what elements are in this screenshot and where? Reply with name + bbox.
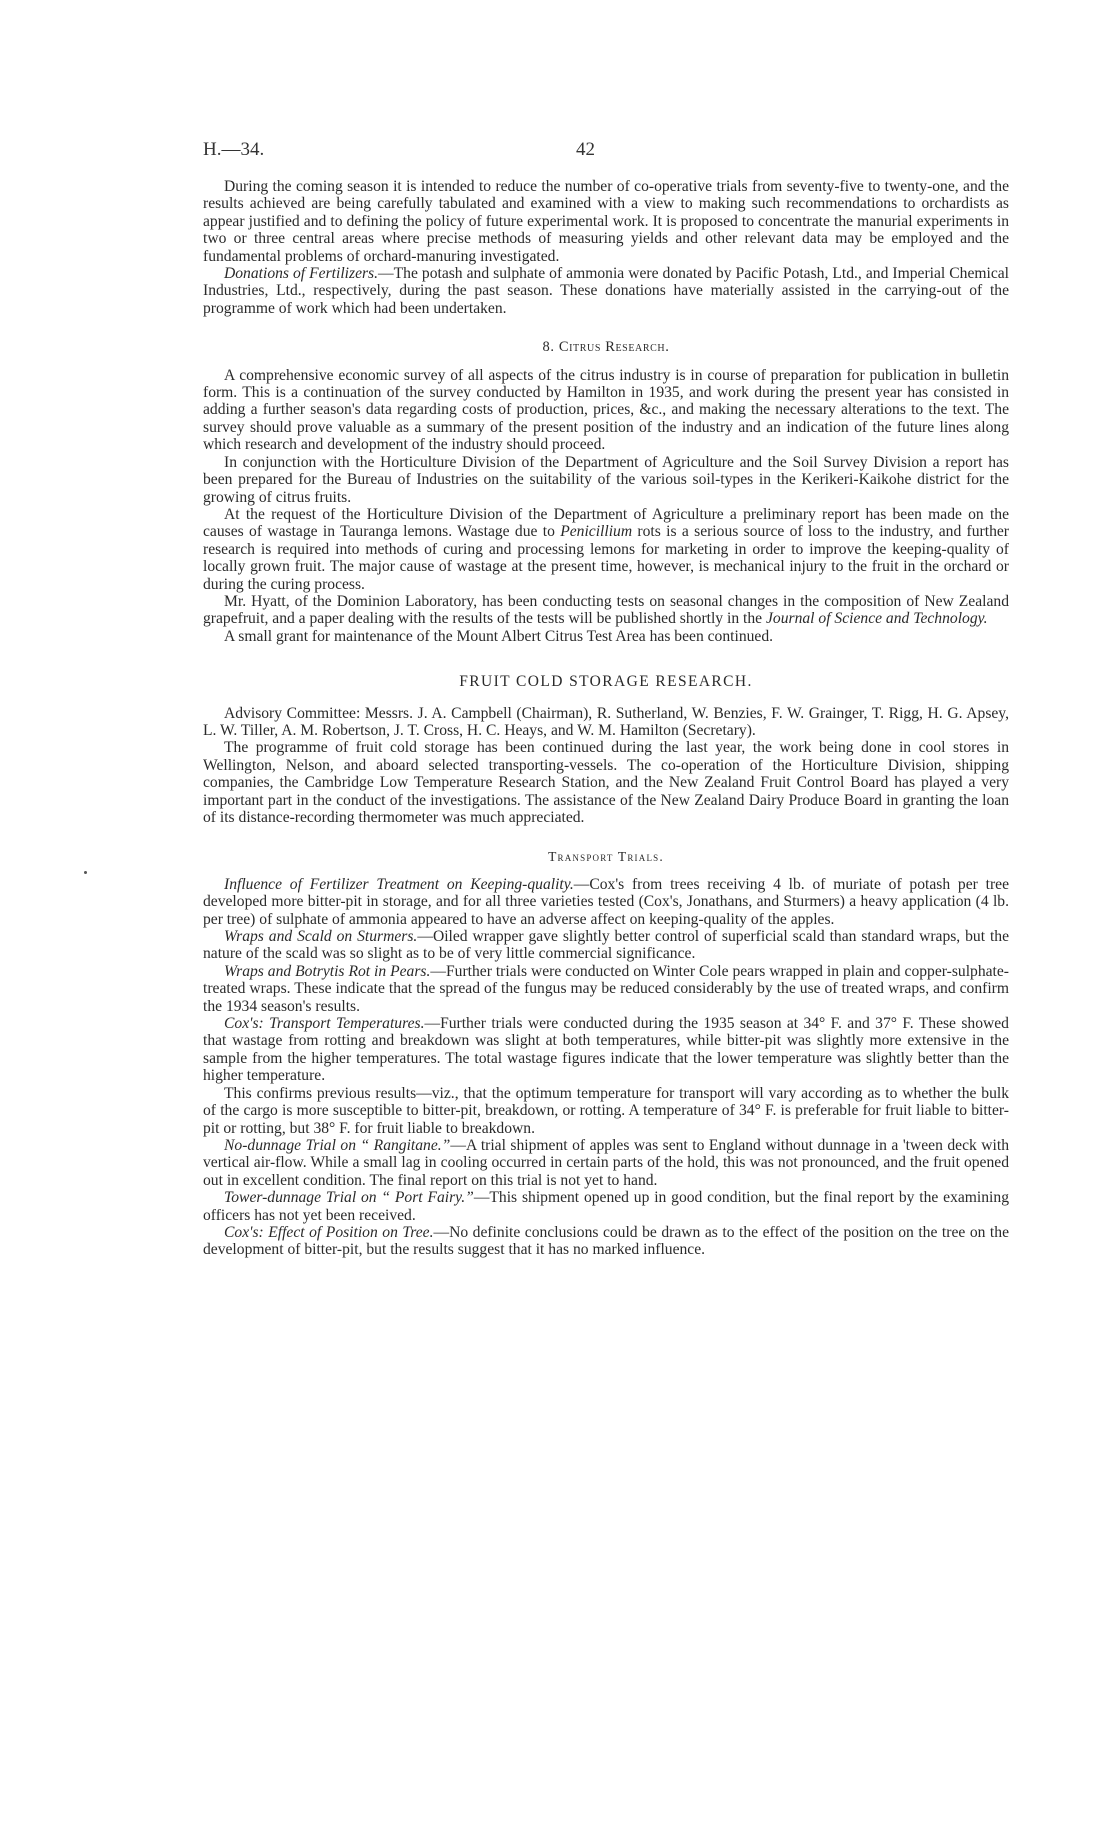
intro-paragraph: During the coming season it is intended to reduce the number of co-operative trials from seventy-five to twenty-one, and the results achieved are being carefully tabulated and examined with a view to making such recommendations to orchardists as appear justified and to defining the policy of future experimental work. It is proposed to concentrate the manurial experiments in two or three central areas where precise methods of measuring yields and other relevant data may be employed and the fundamental problems of orchard-manuring investigated. [203,178,1009,265]
transport-item-lead: Cox's: Transport Temperatures. [224,1015,425,1033]
page-number: 42 [576,139,595,160]
transport-item-lead: No-dunnage Trial on “ Rangitane.” [224,1136,451,1154]
cold-storage-heading: FRUIT COLD STORAGE RESEARCH. [459,673,753,691]
penicillium-term: Penicillium [560,523,633,541]
citrus-paragraph-5: A small grant for maintenance of the Mount Albert Citrus Test Area has been continued. [224,627,774,645]
citrus-paragraph-1: A comprehensive economic survey of all aspects of the citrus industry is in course of preparation for publication in bulletin form. This is a continuation of the survey conducted by Hamilton in 1935, and work during the present year has consisted in adding a further season's data regarding costs of production, prices, &c., and making the necessary alterations to the text. The survey should prove valuable as a summary of the present position of the industry and an indication of the future lines along which research and development of the industry should proceed. [203,366,1009,454]
citrus-paragraph-3 [203,506,1009,593]
citrus-p4-start: Mr. Hyatt, of the Dominion Laboratory, has been conducting tests on seasonal changes in the composition of New Zealand grapefruit, and a paper dealing with the results of the tests will be published shortly in the [203,592,1009,628]
transport-item-lead: Influence of Fertilizer Treatment on Keeping-quality. [224,875,574,893]
transport-item-lead: Wraps and Scald on Sturmers. [224,928,418,946]
page-header [203,139,713,163]
transport-item-text: —Cox's from trees receiving 4 lb. of muriate of potash per tree developed more bitter-pit in storage, and for all three varieties tested (Cox's, Jonathans, and Sturmers) a heavy application (4 lb. per tree) of sulphate of ammonia appeared to have an adverse affect on keeping-quality of the apples. [203,875,1009,928]
transport-item-lead: Cox's: Effect of Position on Tree. [224,1223,434,1241]
transport-item [203,1189,1009,1224]
advisory-committee-paragraph: Advisory Committee: Messrs. J. A. Campbell (Chairman), R. Sutherland, W. Benzies, F. W. Grainger, T. Rigg, H. G. Apsey, L. W. Tiller, A. M. Robertson, J. T. Cross, H. C. Heays, and W. M. Hamilton (Secretary). [203,704,1009,739]
document-reference: H.—34. [203,139,265,160]
body-text [203,178,1009,1259]
cold-storage-paragraph: The programme of fruit cold storage has been continued during the last year, the work being done in cool stores in Wellington, Nelson, and aboard selected transporting-vessels. The co-operation of the Horticulture Division, shipping companies, the Cambridge Low Temperature Research Station, and the New Zealand Fruit Control Board has played a very important part in the conduct of the investigations. The assistance of the New Zealand Dairy Produce Board in granting the loan of its distance-recording thermometer was much appreciated. [203,739,1009,826]
citrus-p3-start: At the request of the Horticulture Division of the Department of Agriculture a preliminary report has been made on the causes of wastage in Tauranga lemons. Wastage due to [203,505,1009,541]
donations-text: —The potash and sulphate of ammonia were donated by Pacific Potash, Ltd., and Imperial Chemical Industries, Ltd., respectively, during the past season. These donations have materially assisted in the carrying-out of the programme of work which had been undertaken. [203,265,1009,317]
journal-title: Journal of Science and Technology. [765,610,988,628]
donations-paragraph [203,265,1009,317]
transport-item-text: —Oiled wrapper gave slightly better control of superficial scald than standard wraps, but the nature of the scald was so slight as to be of very little commercial significance. [203,928,1009,963]
transport-item-text: —A trial shipment of apples was sent to England without dunnage in a 'tween deck with vertical air-flow. While a small lag in cooling occurred in certain parts of the hold, this was not pronounced, and the fruit opened out in excellent condition. The final report on this trial is not yet to hand. [203,1136,1010,1189]
citrus-p3-end: rots is a serious source of loss to the industry, and further research is required into methods of curing and processing lemons for marketing in order to improve the keeping-quality of locally grown fruit. The major cause of wastage at the present time, however, is mechanical injury to the fruit in the orchard or during the curing process. [203,523,1009,593]
transport-item-lead: Tower-dunnage Trial on “ Port Fairy.” [224,1189,474,1207]
transport-item [203,876,1009,928]
citrus-heading: 8. Citrus Research. [542,339,670,356]
citrus-paragraph-4 [203,593,1009,628]
transport-item [203,1015,1009,1085]
transport-item-text: —Further trials were conducted on Winter Cole pears wrapped in plain and copper-sulphate-treated wraps. These indicate that the spread of the fungus may be reduced considerably by the use of treated wraps, and confirm the 1934 season's results. [203,962,1010,1015]
transport-item-text: —No definite conclusions could be drawn as to the effect of the position on the tree on the development of bitter-pit, but the results suggest that it has no marked influence. [203,1223,1009,1259]
transport-item [203,1224,1009,1259]
transport-item [203,1137,1009,1189]
transport-trials-heading: Transport Trials. [548,849,664,865]
donations-lead: Donations of Fertilizers. [224,265,379,283]
transport-item-text: —Further trials were conducted during the 1935 season at 34° F. and 37° F. These showed that wastage from rotting and breakdown was slight at both temperatures, while bitter-pit was slightly more extensive in the sample from the higher temperatures. The total wastage figures indicate that the lower temperature was slightly better than the higher temperature. [203,1015,1009,1085]
transport-item-text: —This shipment opened up in good condition, but the final report by the examining officers has not yet been received. [203,1189,1009,1224]
margin-mark [84,871,87,874]
transport-item [203,928,1009,963]
transport-item [203,1085,1009,1137]
transport-item-text: This confirms previous results—viz., that the optimum temperature for transport will vary according as to whether the bulk of the cargo is more susceptible to bitter-pit, breakdown, or rotting. A temperature of 34° F. is preferable for fruit liable to bitter-pit or rotting, but 38° F. for fruit liable to breakdown. [203,1084,1009,1137]
transport-item [203,963,1009,1015]
transport-item-lead: Wraps and Botrytis Rot in Pears. [224,962,431,980]
citrus-paragraph-2: In conjunction with the Horticulture Division of the Department of Agriculture and the Soil Survey Division a report has been prepared for the Bureau of Industries on the suitability of the various soil-types in the Kerikeri-Kaikohe district for the growing of citrus fruits. [203,453,1009,506]
